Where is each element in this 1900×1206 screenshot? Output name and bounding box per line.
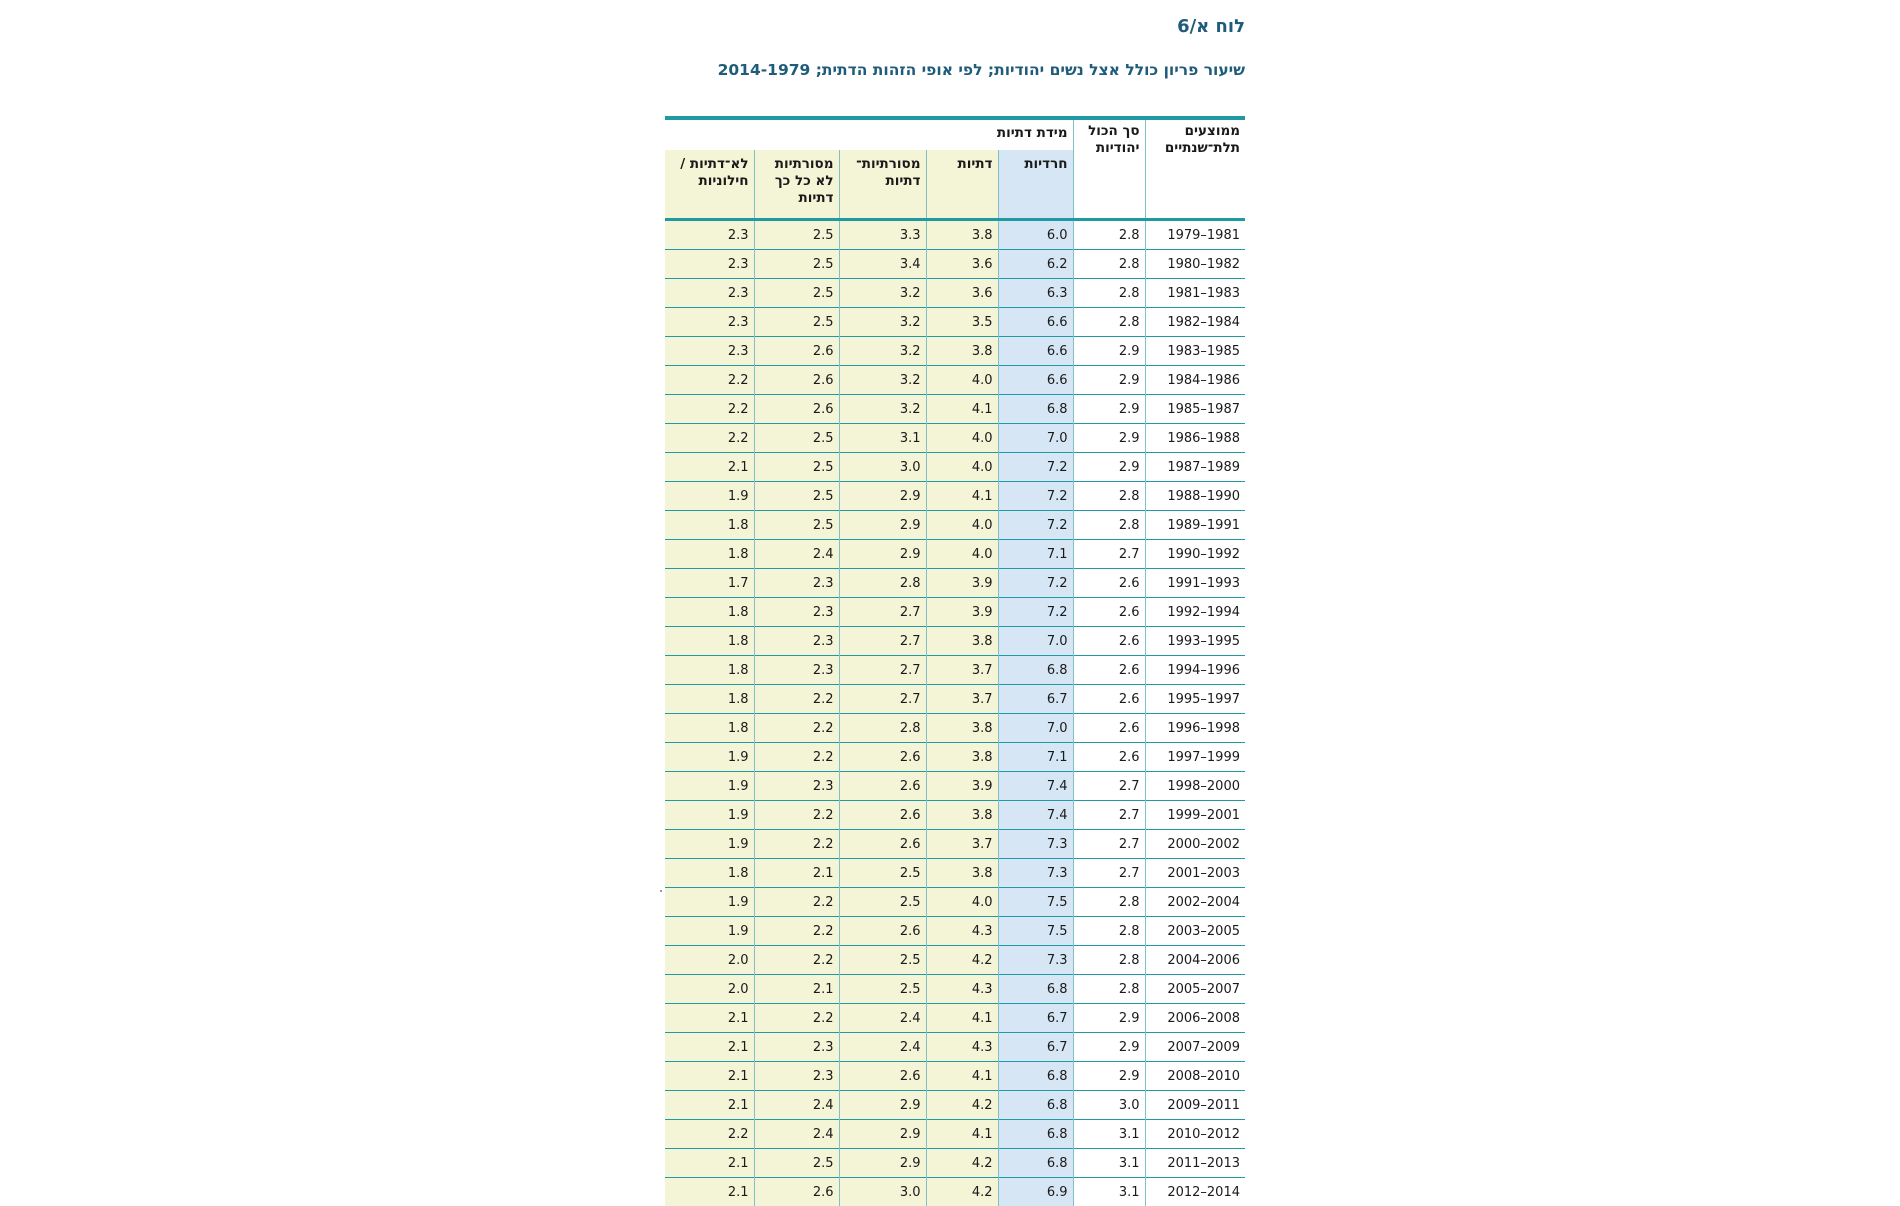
cell-traditional-religious: 3.0 [839, 1178, 926, 1206]
cell-haredi: 7.4 [998, 801, 1073, 830]
cell-traditional-not-religious: 2.2 [754, 714, 839, 743]
cell-haredi: 7.2 [998, 569, 1073, 598]
cell-religious: 4.3 [926, 917, 998, 946]
cell-traditional-not-religious: 2.1 [754, 859, 839, 888]
cell-period: 1989–1987 [1145, 453, 1245, 482]
cell-total: 3.0 [1073, 1091, 1145, 1120]
cell-haredi: 6.0 [998, 220, 1073, 250]
cell-traditional-religious: 2.4 [839, 1033, 926, 1062]
table-title: שיעור פריון כולל אצל נשים יהודיות; לפי אופי הזהות הדתית; 2014-1979 [665, 60, 1245, 80]
cell-traditional-not-religious: 2.5 [754, 250, 839, 279]
cell-traditional-religious: 2.9 [839, 482, 926, 511]
cell-haredi: 6.8 [998, 395, 1073, 424]
table-row [665, 946, 1245, 975]
cell-religious: 3.9 [926, 598, 998, 627]
cell-haredi: 7.0 [998, 627, 1073, 656]
cell-haredi: 7.2 [998, 453, 1073, 482]
cell-traditional-religious: 3.2 [839, 337, 926, 366]
cell-secular: 1.9 [665, 743, 754, 772]
cell-haredi: 6.6 [998, 337, 1073, 366]
cell-total: 2.7 [1073, 772, 1145, 801]
table-row [665, 569, 1245, 598]
cell-period: 1981–1979 [1145, 220, 1245, 250]
cell-traditional-not-religious: 2.2 [754, 743, 839, 772]
cell-secular: 1.8 [665, 656, 754, 685]
cell-traditional-religious: 2.7 [839, 685, 926, 714]
table-row [665, 395, 1245, 424]
table-number: לוח א/6 [665, 15, 1245, 39]
cell-period: 1985–1983 [1145, 337, 1245, 366]
cell-secular: 2.0 [665, 975, 754, 1004]
cell-traditional-not-religious: 2.3 [754, 1062, 839, 1091]
cell-haredi: 6.8 [998, 1120, 1073, 1149]
table-row [665, 1091, 1245, 1120]
cell-religious: 4.1 [926, 482, 998, 511]
cell-haredi: 7.3 [998, 859, 1073, 888]
table-row [665, 453, 1245, 482]
cell-traditional-not-religious: 2.2 [754, 917, 839, 946]
cell-religious: 4.2 [926, 1149, 998, 1178]
cell-total: 2.8 [1073, 888, 1145, 917]
cell-religious: 4.1 [926, 1120, 998, 1149]
cell-total: 2.8 [1073, 975, 1145, 1004]
table-row [665, 801, 1245, 830]
cell-secular: 2.2 [665, 395, 754, 424]
cell-total: 2.6 [1073, 714, 1145, 743]
cell-traditional-religious: 2.5 [839, 946, 926, 975]
cell-religious: 4.1 [926, 1062, 998, 1091]
cell-traditional-religious: 3.2 [839, 366, 926, 395]
table-row [665, 1033, 1245, 1062]
table-row [665, 598, 1245, 627]
cell-religious: 3.9 [926, 569, 998, 598]
cell-total: 2.8 [1073, 511, 1145, 540]
cell-religious: 4.2 [926, 946, 998, 975]
cell-period: 1986–1984 [1145, 366, 1245, 395]
table-row [665, 1149, 1245, 1178]
cell-secular: 1.8 [665, 714, 754, 743]
cell-total: 2.9 [1073, 1004, 1145, 1033]
cell-haredi: 7.5 [998, 917, 1073, 946]
fertility-table [665, 116, 1245, 1206]
cell-traditional-not-religious: 2.4 [754, 1120, 839, 1149]
cell-secular: 1.9 [665, 830, 754, 859]
column-header-period: ממוצעים תלת־שנתיים [1145, 118, 1245, 220]
cell-religious: 4.2 [926, 1091, 998, 1120]
cell-total: 2.8 [1073, 220, 1145, 250]
cell-religious: 4.2 [926, 1178, 998, 1206]
table-row [665, 830, 1245, 859]
column-header-secular: לא־דתיות / חילוניות [665, 150, 754, 220]
cell-period: 1996–1994 [1145, 656, 1245, 685]
cell-period: 1990–1988 [1145, 482, 1245, 511]
cell-secular: 2.1 [665, 1178, 754, 1206]
cell-secular: 1.9 [665, 888, 754, 917]
cell-haredi: 7.4 [998, 772, 1073, 801]
cell-traditional-religious: 2.8 [839, 714, 926, 743]
cell-traditional-not-religious: 2.6 [754, 395, 839, 424]
column-header-total: סך הכול יהודיות [1073, 118, 1145, 220]
cell-haredi: 6.8 [998, 975, 1073, 1004]
cell-haredi: 6.8 [998, 1149, 1073, 1178]
cell-traditional-religious: 3.0 [839, 453, 926, 482]
column-header-haredi: חרדיות [998, 150, 1073, 220]
cell-traditional-religious: 3.2 [839, 279, 926, 308]
cell-haredi: 7.5 [998, 888, 1073, 917]
cell-traditional-religious: 2.6 [839, 772, 926, 801]
cell-period: 1983–1981 [1145, 279, 1245, 308]
cell-traditional-religious: 2.7 [839, 627, 926, 656]
cell-period: 1982–1980 [1145, 250, 1245, 279]
cell-haredi: 6.9 [998, 1178, 1073, 1206]
cell-haredi: 6.6 [998, 308, 1073, 337]
cell-religious: 3.6 [926, 279, 998, 308]
table-row [665, 743, 1245, 772]
cell-traditional-religious: 2.9 [839, 1120, 926, 1149]
cell-haredi: 7.3 [998, 830, 1073, 859]
cell-total: 2.7 [1073, 540, 1145, 569]
cell-period: 1988–1986 [1145, 424, 1245, 453]
column-header-religious: דתיות [926, 150, 998, 220]
cell-traditional-religious: 2.6 [839, 743, 926, 772]
cell-traditional-religious: 2.8 [839, 569, 926, 598]
cell-traditional-religious: 2.9 [839, 540, 926, 569]
cell-religious: 3.6 [926, 250, 998, 279]
cell-secular: 2.3 [665, 220, 754, 250]
cell-traditional-not-religious: 2.5 [754, 308, 839, 337]
table-body [665, 220, 1245, 1206]
cell-religious: 4.3 [926, 1033, 998, 1062]
cell-haredi: 6.6 [998, 366, 1073, 395]
cell-religious: 3.8 [926, 801, 998, 830]
cell-religious: 4.0 [926, 424, 998, 453]
cell-religious: 3.5 [926, 308, 998, 337]
cell-secular: 2.0 [665, 946, 754, 975]
cell-traditional-not-religious: 2.3 [754, 656, 839, 685]
cell-traditional-religious: 2.5 [839, 888, 926, 917]
cell-secular: 2.1 [665, 1091, 754, 1120]
cell-traditional-not-religious: 2.5 [754, 279, 839, 308]
table-row [665, 540, 1245, 569]
cell-haredi: 6.8 [998, 1091, 1073, 1120]
column-header-traditional-not-religious: מסורתיות לא כל כך דתיות [754, 150, 839, 220]
cell-traditional-religious: 3.1 [839, 424, 926, 453]
cell-period: 2003–2001 [1145, 859, 1245, 888]
cell-total: 2.9 [1073, 1033, 1145, 1062]
table-row [665, 366, 1245, 395]
cell-period: 2002–2000 [1145, 830, 1245, 859]
cell-period: 1987–1985 [1145, 395, 1245, 424]
cell-religious: 4.0 [926, 540, 998, 569]
cell-traditional-not-religious: 2.2 [754, 830, 839, 859]
cell-period: 2001–1999 [1145, 801, 1245, 830]
column-header-traditional-religious: מסורתיות־ דתיות [839, 150, 926, 220]
document-page [665, 0, 1245, 1206]
cell-traditional-not-religious: 2.6 [754, 1178, 839, 1206]
cell-secular: 2.3 [665, 337, 754, 366]
cell-haredi: 6.2 [998, 250, 1073, 279]
table-row [665, 1120, 1245, 1149]
cell-traditional-religious: 2.6 [839, 1062, 926, 1091]
table-row [665, 772, 1245, 801]
table-row [665, 917, 1245, 946]
cell-haredi: 7.1 [998, 743, 1073, 772]
cell-total: 2.8 [1073, 279, 1145, 308]
cell-secular: 1.8 [665, 598, 754, 627]
cell-secular: 2.2 [665, 424, 754, 453]
cell-total: 2.9 [1073, 395, 1145, 424]
cell-haredi: 6.7 [998, 685, 1073, 714]
cell-traditional-religious: 2.7 [839, 656, 926, 685]
cell-religious: 3.8 [926, 859, 998, 888]
cell-religious: 3.8 [926, 714, 998, 743]
cell-secular: 1.9 [665, 482, 754, 511]
cell-haredi: 6.8 [998, 1062, 1073, 1091]
table-row [665, 482, 1245, 511]
cell-religious: 3.7 [926, 656, 998, 685]
cell-traditional-religious: 2.6 [839, 917, 926, 946]
cell-traditional-not-religious: 2.3 [754, 772, 839, 801]
cell-period: 2005–2003 [1145, 917, 1245, 946]
cell-traditional-religious: 3.4 [839, 250, 926, 279]
cell-haredi: 7.1 [998, 540, 1073, 569]
cell-total: 2.7 [1073, 801, 1145, 830]
table-row [665, 888, 1245, 917]
cell-religious: 4.0 [926, 888, 998, 917]
cell-secular: 1.9 [665, 801, 754, 830]
cell-period: 2010–2008 [1145, 1062, 1245, 1091]
cell-secular: 2.1 [665, 1149, 754, 1178]
cell-traditional-religious: 2.5 [839, 859, 926, 888]
table-row [665, 279, 1245, 308]
cell-secular: 1.8 [665, 859, 754, 888]
cell-secular: 1.8 [665, 627, 754, 656]
cell-traditional-not-religious: 2.3 [754, 569, 839, 598]
cell-period: 2014–2012 [1145, 1178, 1245, 1206]
cell-total: 2.7 [1073, 859, 1145, 888]
cell-haredi: 7.0 [998, 424, 1073, 453]
cell-total: 2.7 [1073, 830, 1145, 859]
cell-secular: 1.8 [665, 685, 754, 714]
cell-traditional-religious: 3.2 [839, 308, 926, 337]
cell-traditional-not-religious: 2.5 [754, 1149, 839, 1178]
cell-traditional-not-religious: 2.5 [754, 482, 839, 511]
cell-traditional-not-religious: 2.6 [754, 337, 839, 366]
cell-period: 2011–2009 [1145, 1091, 1245, 1120]
cell-secular: 1.8 [665, 511, 754, 540]
table-row [665, 337, 1245, 366]
stray-mark [660, 890, 662, 892]
cell-religious: 4.1 [926, 395, 998, 424]
cell-traditional-not-religious: 2.2 [754, 946, 839, 975]
cell-total: 2.8 [1073, 946, 1145, 975]
table-row [665, 859, 1245, 888]
cell-secular: 2.1 [665, 453, 754, 482]
cell-religious: 4.0 [926, 366, 998, 395]
cell-traditional-not-religious: 2.5 [754, 220, 839, 250]
table-row [665, 975, 1245, 1004]
cell-religious: 4.0 [926, 511, 998, 540]
cell-total: 2.8 [1073, 308, 1145, 337]
cell-total: 3.1 [1073, 1149, 1145, 1178]
cell-haredi: 7.0 [998, 714, 1073, 743]
table-row [665, 685, 1245, 714]
cell-total: 3.1 [1073, 1178, 1145, 1206]
cell-religious: 3.9 [926, 772, 998, 801]
cell-period: 1993–1991 [1145, 569, 1245, 598]
cell-religious: 4.1 [926, 1004, 998, 1033]
table-row [665, 1178, 1245, 1206]
cell-total: 2.6 [1073, 656, 1145, 685]
cell-haredi: 7.2 [998, 482, 1073, 511]
cell-total: 2.8 [1073, 250, 1145, 279]
cell-traditional-religious: 3.3 [839, 220, 926, 250]
cell-traditional-not-religious: 2.1 [754, 975, 839, 1004]
cell-religious: 3.8 [926, 627, 998, 656]
table-row [665, 424, 1245, 453]
cell-haredi: 7.2 [998, 598, 1073, 627]
cell-total: 2.9 [1073, 337, 1145, 366]
cell-period: 2000–1998 [1145, 772, 1245, 801]
cell-total: 2.8 [1073, 917, 1145, 946]
cell-haredi: 7.3 [998, 946, 1073, 975]
cell-total: 2.6 [1073, 685, 1145, 714]
table-row [665, 511, 1245, 540]
cell-total: 2.9 [1073, 453, 1145, 482]
cell-secular: 1.7 [665, 569, 754, 598]
table-row [665, 1062, 1245, 1091]
cell-secular: 1.9 [665, 917, 754, 946]
cell-traditional-religious: 3.2 [839, 395, 926, 424]
cell-traditional-not-religious: 2.5 [754, 424, 839, 453]
cell-total: 2.6 [1073, 743, 1145, 772]
cell-total: 2.6 [1073, 598, 1145, 627]
cell-period: 1998–1996 [1145, 714, 1245, 743]
cell-traditional-not-religious: 2.2 [754, 685, 839, 714]
cell-period: 2009–2007 [1145, 1033, 1245, 1062]
cell-traditional-religious: 2.6 [839, 830, 926, 859]
cell-period: 1995–1993 [1145, 627, 1245, 656]
cell-religious: 4.3 [926, 975, 998, 1004]
cell-traditional-religious: 2.4 [839, 1004, 926, 1033]
cell-traditional-not-religious: 2.2 [754, 888, 839, 917]
cell-period: 1999–1997 [1145, 743, 1245, 772]
cell-traditional-religious: 2.6 [839, 801, 926, 830]
cell-religious: 3.7 [926, 830, 998, 859]
cell-traditional-not-religious: 2.3 [754, 1033, 839, 1062]
cell-total: 2.9 [1073, 424, 1145, 453]
cell-traditional-not-religious: 2.3 [754, 627, 839, 656]
cell-haredi: 6.7 [998, 1004, 1073, 1033]
table-row [665, 250, 1245, 279]
cell-traditional-religious: 2.9 [839, 1091, 926, 1120]
cell-secular: 2.2 [665, 366, 754, 395]
cell-traditional-not-religious: 2.5 [754, 453, 839, 482]
cell-total: 2.8 [1073, 482, 1145, 511]
cell-traditional-religious: 2.7 [839, 598, 926, 627]
cell-total: 2.6 [1073, 627, 1145, 656]
table-row [665, 656, 1245, 685]
cell-secular: 2.3 [665, 250, 754, 279]
table-row [665, 627, 1245, 656]
cell-traditional-not-religious: 2.4 [754, 1091, 839, 1120]
cell-traditional-not-religious: 2.6 [754, 366, 839, 395]
cell-total: 3.1 [1073, 1120, 1145, 1149]
cell-religious: 3.7 [926, 685, 998, 714]
cell-secular: 2.1 [665, 1033, 754, 1062]
table-row [665, 714, 1245, 743]
column-group-religiosity: מידת דתיות [665, 118, 1073, 150]
table-row [665, 308, 1245, 337]
cell-haredi: 6.3 [998, 279, 1073, 308]
cell-secular: 2.2 [665, 1120, 754, 1149]
cell-period: 1991–1989 [1145, 511, 1245, 540]
cell-haredi: 7.2 [998, 511, 1073, 540]
cell-period: 1992–1990 [1145, 540, 1245, 569]
cell-period: 1997–1995 [1145, 685, 1245, 714]
cell-religious: 4.0 [926, 453, 998, 482]
cell-period: 2006–2004 [1145, 946, 1245, 975]
cell-total: 2.6 [1073, 569, 1145, 598]
cell-period: 2008–2006 [1145, 1004, 1245, 1033]
cell-period: 1994–1992 [1145, 598, 1245, 627]
cell-secular: 1.9 [665, 772, 754, 801]
cell-secular: 2.1 [665, 1004, 754, 1033]
cell-traditional-not-religious: 2.3 [754, 598, 839, 627]
cell-haredi: 6.7 [998, 1033, 1073, 1062]
cell-period: 2007–2005 [1145, 975, 1245, 1004]
cell-secular: 2.3 [665, 279, 754, 308]
cell-haredi: 6.8 [998, 656, 1073, 685]
cell-secular: 1.8 [665, 540, 754, 569]
cell-religious: 3.8 [926, 337, 998, 366]
cell-traditional-not-religious: 2.2 [754, 1004, 839, 1033]
cell-traditional-religious: 2.5 [839, 975, 926, 1004]
cell-traditional-not-religious: 2.2 [754, 801, 839, 830]
cell-period: 2012–2010 [1145, 1120, 1245, 1149]
cell-traditional-not-religious: 2.4 [754, 540, 839, 569]
cell-religious: 3.8 [926, 220, 998, 250]
cell-period: 1984–1982 [1145, 308, 1245, 337]
cell-secular: 2.3 [665, 308, 754, 337]
cell-secular: 2.1 [665, 1062, 754, 1091]
table-row [665, 220, 1245, 250]
cell-traditional-religious: 2.9 [839, 511, 926, 540]
cell-period: 2004–2002 [1145, 888, 1245, 917]
table-row [665, 1004, 1245, 1033]
cell-total: 2.9 [1073, 1062, 1145, 1091]
cell-total: 2.9 [1073, 366, 1145, 395]
cell-traditional-not-religious: 2.5 [754, 511, 839, 540]
cell-period: 2013–2011 [1145, 1149, 1245, 1178]
cell-traditional-religious: 2.9 [839, 1149, 926, 1178]
cell-religious: 3.8 [926, 743, 998, 772]
